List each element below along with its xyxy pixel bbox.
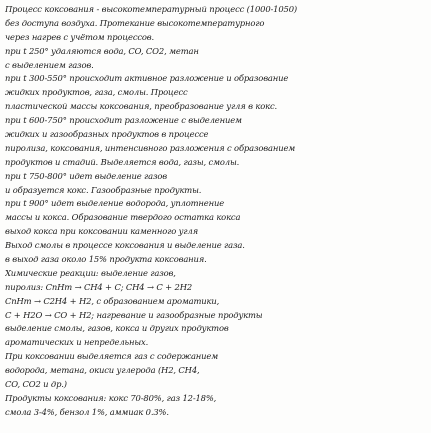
text-line: Продукты коксования: кокс 70-80%, газ 12-18%, (5, 392, 217, 403)
text-line: пластической массы коксования, преобразование угля в кокс. (5, 101, 278, 112)
text-line: в выход газа около 15% продукта коксования. (5, 254, 207, 265)
text-line: при t 300-550° происходит активное разложение и образование (5, 73, 289, 84)
text-line: Выход смолы в процессе коксования и выделение газа. (5, 240, 245, 251)
text-line: CnHm → C2H4 + H2, с образованием ароматики, (5, 295, 220, 306)
text-line: при t 600-750° происходит разложение с выделением (5, 115, 242, 126)
text-line: смола 3-4%, бензол 1%, аммиак 0.3%. (5, 406, 169, 417)
text-line: при t 250° удаляются вода, CO, CO2, метан (5, 45, 199, 56)
text-line: через нагрев с учётом процессов. (5, 31, 155, 42)
text-line: Химические реакции: выделение газов, (5, 267, 176, 278)
text-line: при t 750-800° идет выделение газов (5, 170, 167, 181)
text-line: жидких и газообразных продуктов в процессе (5, 129, 209, 140)
text-line: CO, CO2 и др.) (5, 379, 67, 390)
text-line: водорода, метана, окиси углерода (H2, CH4, (5, 365, 200, 376)
text-line: при t 900° идет выделение водорода, уплотнение (5, 198, 225, 209)
text-line: пиролиза, коксования, интенсивного разложения с образованием (5, 142, 296, 153)
text-line: ароматических и непредельных. (5, 337, 149, 348)
text-line: Процесс коксования - высокотемпературный процесс (1000-1050) (5, 4, 298, 14)
text-line: пиролиз: CnHm → CH4 + C; CH4 → C + 2H2 (5, 281, 193, 292)
text-line: выделение смолы, газов, кокса и других продуктов (5, 323, 229, 334)
text-line: При коксовании выделяется газ с содержанием (5, 351, 219, 362)
text-line: массы и кокса. Образование твердого остатка кокса (5, 212, 241, 223)
text-line: C + H2O → CO + H2; нагревание и газообразные продукты (5, 309, 263, 320)
text-line: жидких продуктов, газа, смолы. Процесс (5, 87, 188, 98)
text-line: с выделением газов. (5, 59, 94, 70)
text-line: и образуется кокс. Газообразные продукты. (5, 184, 202, 195)
text-line: продуктов и стадий. Выделяется вода, газы, смолы. (5, 156, 240, 167)
text-line: без доступа воздуха. Протекание высокотемпературного (5, 17, 265, 28)
text-line: выход кокса при коксовании каменного угля (5, 226, 198, 237)
